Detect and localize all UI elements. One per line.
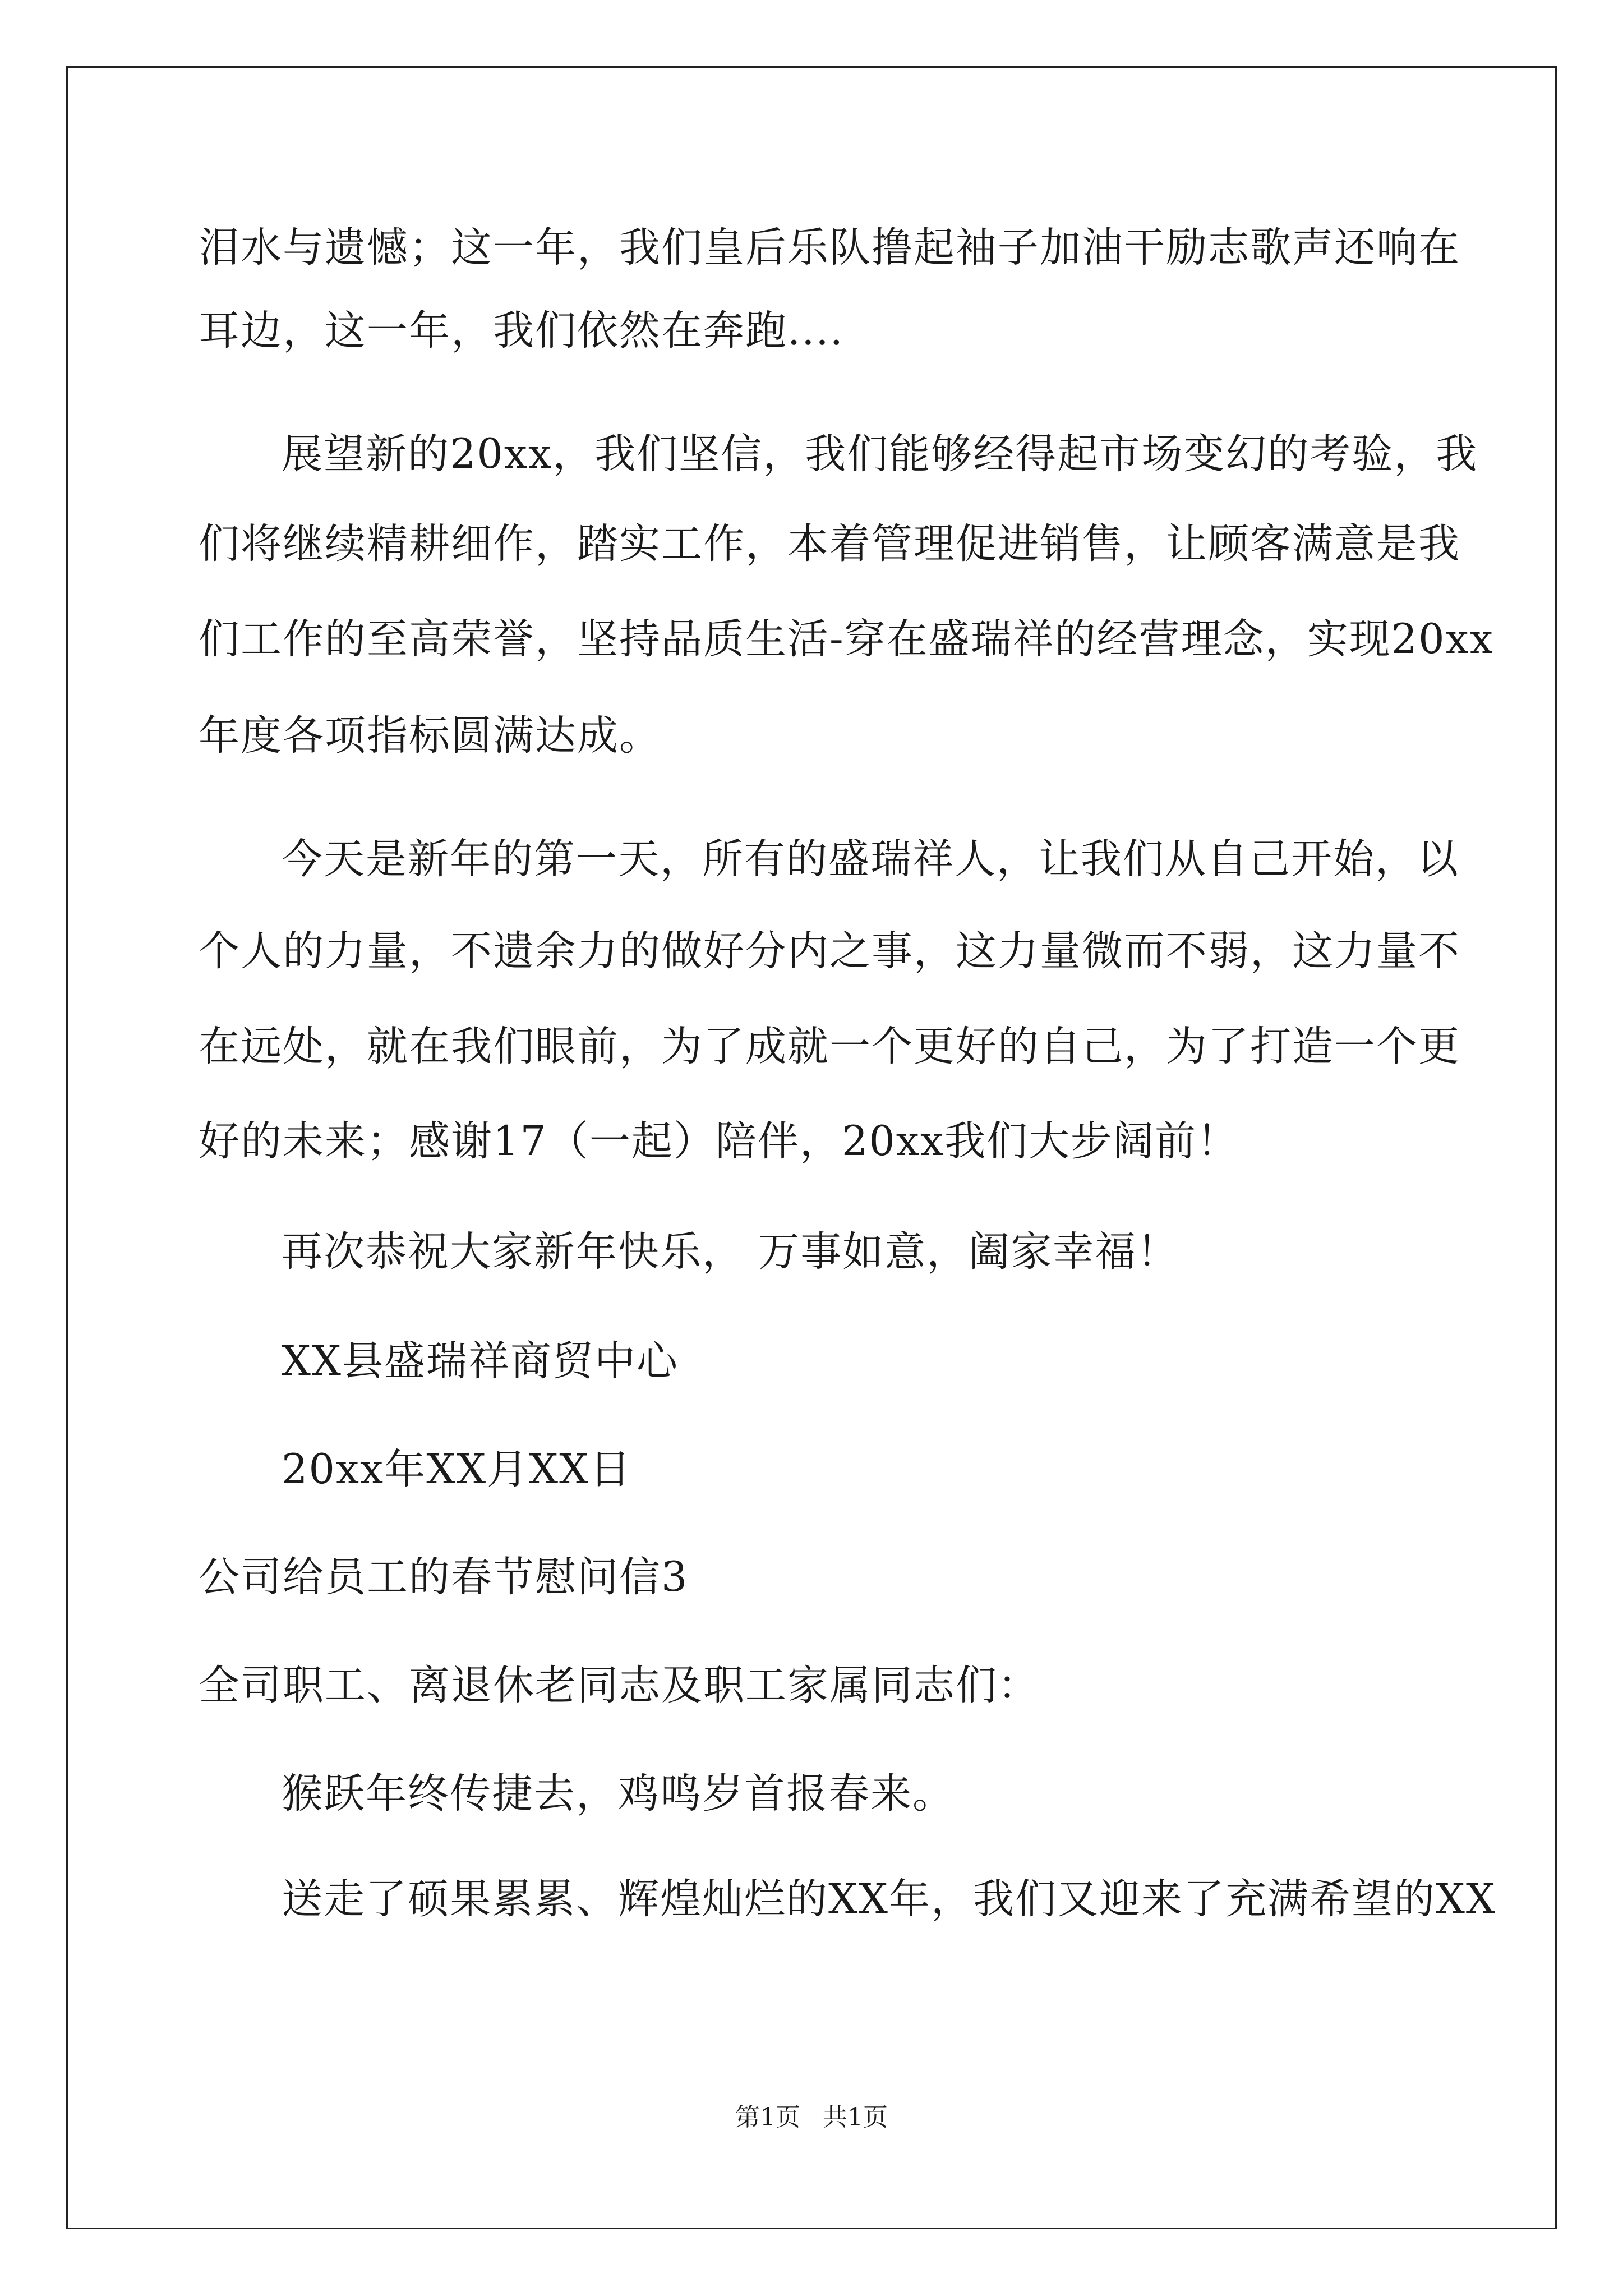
text-line: 们工作的至高荣誉，坚持品质生活-穿在盛瑞祥的经营理念，实现20xx (199, 615, 1494, 663)
section-heading: 公司给员工的春节慰问信3 (199, 1553, 689, 1601)
text-line: 个人的力量，不遗余力的做好分内之事，这力量微而不弱，这力量不 (199, 927, 1460, 975)
text-line: 在远处，就在我们眼前，为了成就一个更好的自己，为了打造一个更 (199, 1023, 1460, 1070)
text-line: 展望新的20xx，我们坚信，我们能够经得起市场变幻的考验，我 (282, 430, 1478, 478)
text-line: 20xx年XX月XX日 (282, 1446, 632, 1493)
text-line: 猴跃年终传捷去，鸡鸣岁首报春来。 (282, 1770, 955, 1818)
text-line: 送走了硕果累累、辉煌灿烂的XX年，我们又迎来了充满希望的XX (282, 1875, 1496, 1923)
page-number: 第1页 (735, 2103, 800, 2132)
text-line: 年度各项指标圆满达成。 (199, 712, 661, 760)
text-line: 再次恭祝大家新年快乐， 万事如意，阖家幸福！ (282, 1228, 1179, 1276)
text-line: 耳边，这一年，我们依然在奔跑.... (199, 307, 844, 355)
salutation: 全司职工、离退休老同志及职工家属同志们： (199, 1662, 1040, 1709)
text-line: 好的未来；感谢17（一起）陪伴，20xx我们大步阔前！ (199, 1117, 1239, 1165)
text-line: 泪水与遗憾；这一年，我们皇后乐队撸起袖子加油干励志歌声还响在 (199, 224, 1460, 272)
text-line: 今天是新年的第一天，所有的盛瑞祥人，让我们从自己开始，以 (282, 835, 1459, 883)
page-footer (0, 2101, 1623, 2134)
text-line: XX县盛瑞祥商贸中心 (282, 1337, 679, 1385)
page-total: 共1页 (823, 2103, 888, 2132)
text-line: 们将继续精耕细作，踏实工作，本着管理促进销售，让顾客满意是我 (199, 520, 1460, 568)
